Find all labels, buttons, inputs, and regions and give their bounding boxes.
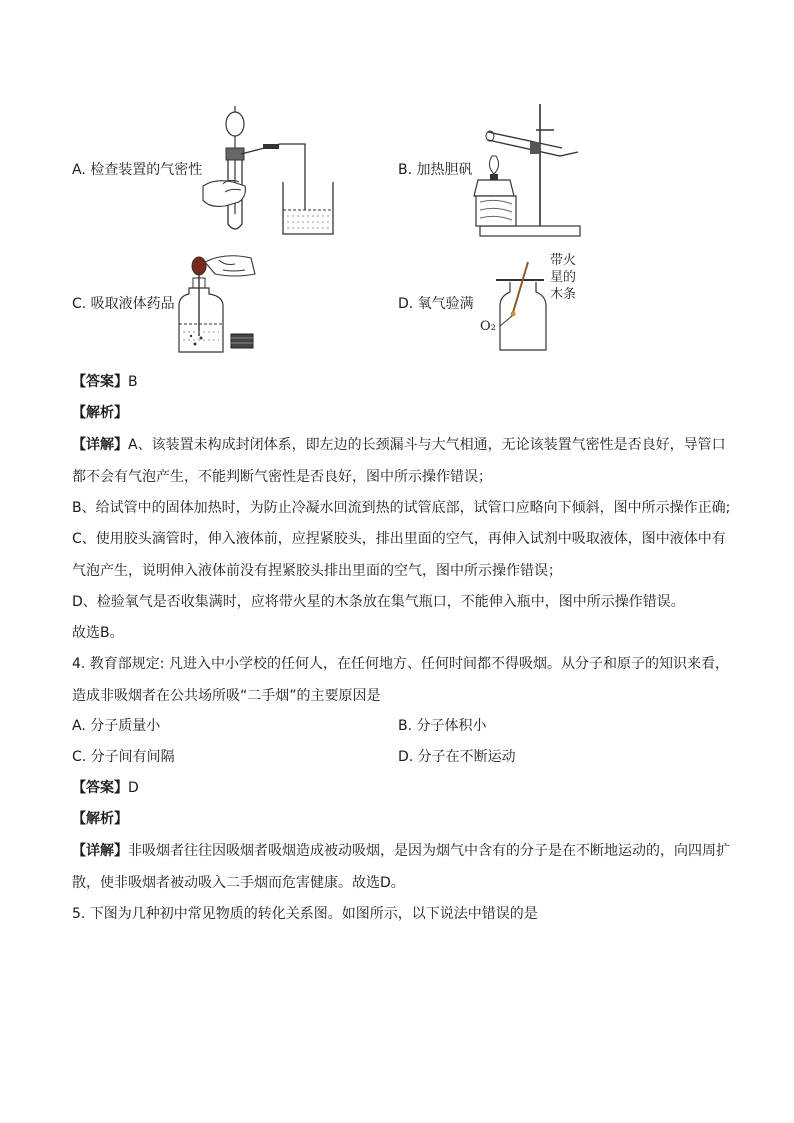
q4-stem: 4. 教育部规定: 凡进入中小学校的任何人，在任何地方、任何时间都不得吸烟。从分子和原子的知识来看，造成非吸烟者在公共场所吸“二手烟”的主要原因是 — [72, 656, 729, 704]
q3-detail-c: C、使用胶头滴管时，伸入液体前，应捏紧胶头，排出里面的空气，再伸入试剂中吸取液体，图中液体中有气泡产生，说明伸入液体前没有捏紧胶头排出里面的空气，图中所示操作错误； — [72, 531, 726, 579]
answer-value: D — [128, 780, 139, 796]
q3-answer-line — [72, 372, 138, 392]
analysis-tag: 【解析】 — [72, 811, 128, 827]
stick-label-2: 星的 — [550, 270, 577, 285]
option-d-label: D. 氧气验满 — [398, 296, 474, 312]
figure-heating-cuso4 — [470, 100, 590, 242]
figure-dropper — [175, 248, 265, 358]
analysis-tag: 【解析】 — [72, 405, 128, 421]
q3-conclusion: 故选B。 — [72, 625, 124, 641]
option-b-label: B. 加热胆矾 — [398, 162, 473, 178]
q4-detail: 【详解】非吸烟者往往因吸烟者吸烟造成被动吸烟，是因为烟气中含有的分子是在不断地运动的，向四周扩散，使非吸烟者被动吸入二手烟而危害健康。故选D。 — [72, 843, 730, 891]
q5-stem: 5. 下图为几种初中常见物质的转化关系图。如图所示，以下说法中错误的是 — [72, 906, 538, 922]
detail-tag: 【详解】 — [72, 437, 128, 453]
q4-answer-line — [72, 778, 139, 798]
answer-tag: 【答案】 — [72, 374, 128, 390]
option-a-label: A. 检查装置的气密性 — [72, 162, 203, 178]
answer-value: B — [128, 374, 138, 390]
answer-tag: 【答案】 — [72, 780, 128, 796]
q4-option-a: A. 分子质量小 — [72, 718, 161, 734]
stick-label-3: 木条 — [550, 287, 577, 302]
oxygen-label: O₂ — [480, 319, 496, 334]
q4-option-d: D. 分子在不断运动 — [398, 749, 516, 765]
q4-option-c: C. 分子间有间隔 — [72, 749, 175, 765]
q4-option-b: B. 分子体积小 — [398, 718, 487, 734]
figure-oxygen-test — [470, 250, 590, 356]
option-c-label: C. 吸取液体药品 — [72, 296, 175, 312]
detail-tag: 【详解】 — [72, 843, 128, 859]
q3-detail-d: D、检验氧气是否收集满时，应将带火星的木条放在集气瓶口，不能伸入瓶中，图中所示操作错误。 — [72, 594, 685, 610]
q3-detail-b: B、给试管中的固体加热时，为防止冷凝水回流到热的试管底部，试管口应略向下倾斜，图中所示操作正确; — [72, 500, 731, 516]
stick-label-1: 带火 — [550, 253, 577, 268]
figure-airtightness-check — [195, 102, 345, 242]
q3-detail-a: 【详解】A、该装置未构成封闭体系，即左边的长颈漏斗与大气相通，无论该装置气密性是否良好，导管口都不会有气泡产生，不能判断气密性是否良好，图中所示操作错误； — [72, 437, 726, 485]
